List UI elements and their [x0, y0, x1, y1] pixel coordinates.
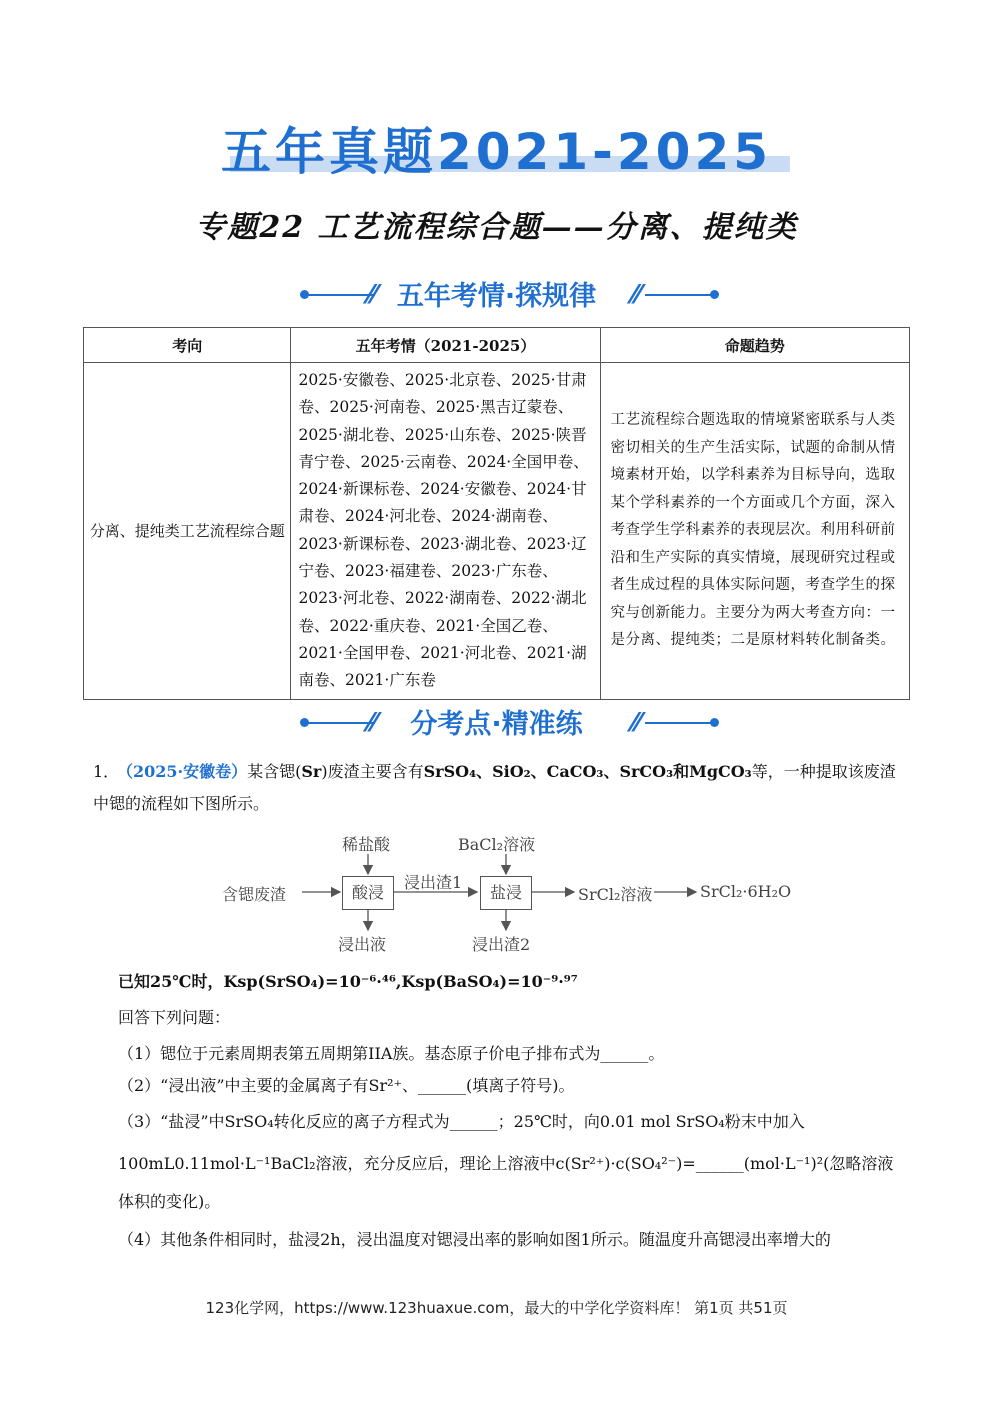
topic-title: 专题22 工艺流程综合题——分离、提纯类: [195, 210, 798, 245]
section-dot-right: [710, 718, 719, 727]
sub-question-3-line-1: （3）“盐浸”中SrSO₄转化反应的离子方程式为______；25℃时，向0.01 mol SrSO₄粉末中加入: [118, 1112, 805, 1131]
table-cell-papers: 2025·安徽卷、2025·北京卷、2025·甘肃卷、2025·河南卷、2025·黑吉辽蒙卷、2025·湖北卷、2025·山东卷、2025·陕晋青宁卷、2025·云南卷、2024·全国甲卷、2024·新课标卷、2024·安徽卷、2024·甘肃卷、2024·河北卷、2024·湖南卷、2023·新课标卷、2023·湖北卷、2023·辽宁卷、2023·福建卷、2023·广东卷、2023·河北卷、2022·湖南卷、2022·湖北卷、2022·重庆卷、2021·全国乙卷、2021·全国甲卷、2021·河北卷、2021·湖南卷、2021·广东卷: [291, 363, 600, 700]
question-1: [93, 756, 913, 820]
sub-question-2: （2）“浸出液”中主要的金属离子有Sr²⁺、______(填离子符号)。: [118, 1076, 575, 1095]
sub-question-3-line-2: 100mL0.11mol·L⁻¹BaCl₂溶液，充分反应后，理论上溶液中c(Sr²⁺)·c(SO₄²⁻)=______(mol·L⁻¹)²(忽略溶液: [118, 1154, 894, 1173]
flow-residue-2: 浸出渣2: [472, 935, 531, 954]
table-header-row: [84, 328, 910, 363]
answer-intro: 回答下列问题：: [118, 1008, 231, 1027]
flow-product-hydrate: SrCl₂·6H₂O: [700, 882, 792, 901]
section-line-right: [645, 294, 715, 296]
section-slash-left: ⁄⁄: [368, 280, 377, 310]
flow-bacl2: BaCl₂溶液: [458, 835, 536, 854]
stem-part-b: )废渣主要含有: [321, 762, 424, 781]
table-header-direction: 考向: [84, 328, 291, 363]
stem-part-a: 某含锶(: [247, 762, 302, 781]
flow-box-salt-leach: 盐浸: [480, 876, 532, 910]
flow-start: 含锶废渣: [222, 885, 287, 904]
section-label: 分考点·精准练: [410, 709, 583, 740]
table-header-trend: 命题趋势: [600, 328, 909, 363]
table-cell-trend: 工艺流程综合题选取的情境紧密联系与人类密切相关的生产生活实际，试题的命制从情境素材开始，以学科素养为目标导向，选取某个学科素养的一个方面或几个方面，深入考查学生学科素养的表现层次。利用科研前沿和生产实际的真实情境，展现研究过程或者生成过程的具体实际问题，考查学生的探究与创新能力。主要分为两大考查方向：一是分离、提纯类；二是原材料转化制备类。: [600, 363, 909, 700]
stem-sr: Sr: [301, 762, 322, 781]
sub-question-3-line-3: 体积的变化)。: [118, 1192, 221, 1211]
process-flow-diagram: [222, 828, 822, 958]
sub-question-4: （4）其他条件相同时，盐浸2h，浸出温度对锶浸出率的影响如图1所示。随温度升高锶浸出率增大的: [118, 1230, 831, 1249]
flow-box-acid-leach: 酸浸: [342, 876, 394, 910]
section-label: 五年考情·探规律: [396, 281, 597, 312]
sub-question-1: （1）锶位于元素周期表第五周期第IIA族。基态原子价电子排布式为______。: [118, 1044, 665, 1063]
stem-compounds: SrSO₄、SiO₂、CaCO₃、SrCO₃和MgCO₃: [423, 762, 752, 781]
flow-product-solution: SrCl₂溶液: [578, 885, 653, 904]
question-number: 1．: [93, 762, 120, 781]
section-slash-right: ⁄⁄: [632, 280, 641, 310]
table-row: [84, 363, 910, 700]
page-footer: 123化学网，https://www.123huaxue.com，最大的中学化学资料库！ 第1页 共51页: [205, 1299, 788, 1317]
exam-overview-table: [83, 327, 910, 700]
flow-residue-1: 浸出渣1: [404, 873, 463, 892]
banner-title: 五年真题2021-2025: [220, 123, 773, 181]
stem-part-c: 等，一种提取该废渣: [751, 762, 896, 781]
banner: [0, 112, 993, 184]
section-dot-right: [710, 290, 719, 299]
section-slash-left: ⁄⁄: [368, 708, 377, 738]
question-source: （2025·安徽卷）: [117, 762, 248, 781]
section-header-1: [0, 274, 993, 314]
section-header-2: [0, 702, 993, 742]
question-stem: [117, 756, 913, 788]
flow-acid: 稀盐酸: [342, 835, 391, 854]
known-condition: 已知25℃时，Ksp(SrSO₄)=10⁻⁶·⁴⁶,Ksp(BaSO₄)=10⁻⁹·⁹⁷: [118, 972, 578, 991]
flow-out-liquid: 浸出液: [338, 935, 387, 954]
table-header-papers: 五年考情（2021-2025）: [291, 328, 600, 363]
stem-line-2: 中锶的流程如下图所示。: [93, 794, 270, 813]
section-line-right: [645, 722, 715, 724]
section-slash-right: ⁄⁄: [632, 708, 641, 738]
table-cell-direction: 分离、提纯类工艺流程综合题: [84, 363, 291, 700]
